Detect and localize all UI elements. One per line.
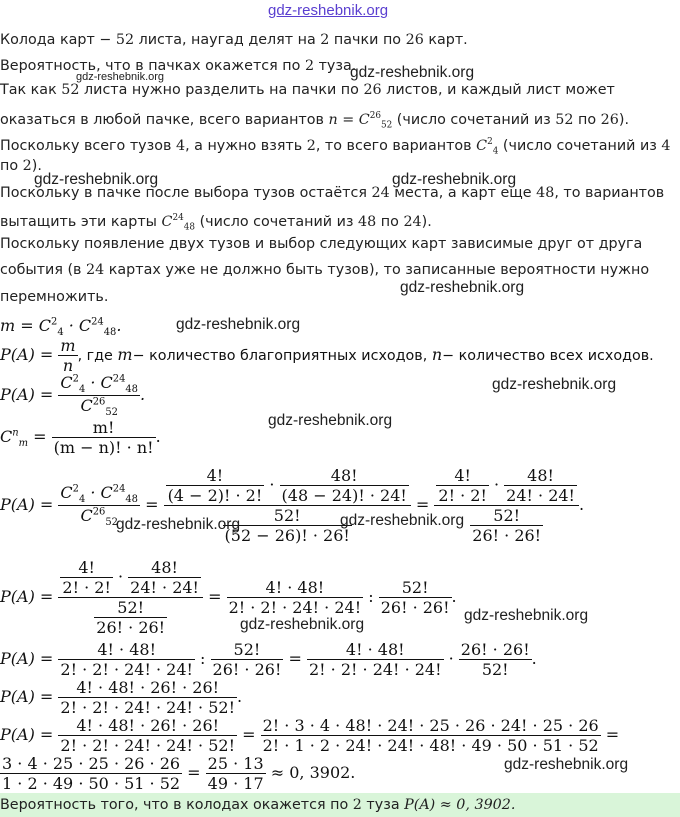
numerator <box>58 373 140 396</box>
denominator: n <box>62 356 74 375</box>
number: 26 <box>600 111 619 128</box>
sup: n <box>12 427 19 439</box>
sup: 24 <box>112 483 126 495</box>
fraction <box>459 640 532 679</box>
watermark: gdz-reshebnik.org <box>34 171 159 188</box>
eq-part: ≈ 0, 3902. <box>265 763 356 782</box>
eq-part: m = C <box>0 316 51 335</box>
text: туза <box>361 797 405 813</box>
numerator: 4! · 48! · 26! · 26! <box>58 716 237 736</box>
watermark: gdz-reshebnik.org <box>176 316 301 333</box>
text: перемножить. <box>0 289 109 305</box>
fraction <box>307 640 444 679</box>
fraction <box>94 598 167 637</box>
text: (число сочетаний из <box>498 137 662 154</box>
number: 48 <box>536 185 555 201</box>
denominator: 2! · 2! <box>438 486 487 505</box>
numerator: 4! <box>166 466 265 486</box>
c: C <box>80 506 93 525</box>
denominator: 2! · 2! <box>62 578 111 597</box>
watermark: gdz-reshebnik.org <box>268 412 393 429</box>
numerator: 4! · 48! <box>227 578 364 598</box>
sub: 48 <box>125 494 138 505</box>
fraction <box>58 336 77 375</box>
formula-m <box>0 316 121 338</box>
numerator: 2! · 3 · 4 · 48! · 24! · 25 · 26 · 24! · 25 · 26 <box>262 716 599 735</box>
sub: 48 <box>103 327 117 339</box>
number: 4 <box>661 137 671 154</box>
denominator: 2! · 2! · 24! · 24! <box>308 660 442 679</box>
eq-part: · <box>443 649 459 668</box>
text: Вероятность, что в пачках окажется по <box>0 58 305 74</box>
fraction <box>52 418 156 457</box>
sup: 24 <box>172 213 184 223</box>
number: 52 <box>61 82 80 98</box>
text: события (в <box>0 262 87 278</box>
numerator: 48! <box>128 558 201 578</box>
formula-big-5 <box>0 716 619 755</box>
numerator: $\frac{4!}{2! \cdot 2!}$ · $\frac{48!}{24! \cdot 24!}$ <box>434 466 579 506</box>
eq-part: : <box>363 587 379 606</box>
numerator: 52! <box>211 640 284 660</box>
formula-pa-definition <box>0 336 654 375</box>
denominator: (m − n)! · n! <box>53 438 154 457</box>
number: 2 <box>22 158 32 174</box>
sup: 2 <box>72 373 79 385</box>
formula: n = C <box>328 111 370 128</box>
numerator: 48! <box>504 466 577 486</box>
denominator: 2! · 2! · 24! · 24! · 52! <box>60 736 236 755</box>
sup: 26 <box>92 506 106 518</box>
text: листов, и каждый лист может <box>381 82 615 98</box>
denominator: 2! · 2! · 24! · 24! · 52! <box>60 698 236 717</box>
watermark: gdz-reshebnik.org <box>492 376 617 393</box>
numerator: 52! <box>379 578 452 598</box>
number: 24 <box>403 213 422 230</box>
numerator: 52! <box>223 506 352 526</box>
fraction <box>60 558 112 597</box>
eq-part: P(A) = <box>0 649 59 668</box>
final-answer-bar <box>0 793 680 817</box>
paragraph-dependent-line1 <box>0 234 642 254</box>
text: Поскольку в пачке после выбора тузов остаётся <box>0 185 372 201</box>
fraction <box>58 640 195 679</box>
fraction <box>58 678 237 717</box>
eq-part: P(A) = <box>0 725 59 744</box>
paragraph-deck <box>0 30 468 50</box>
denominator: 26! · 26! <box>380 598 450 617</box>
fraction <box>58 558 203 637</box>
sup: 26 <box>92 396 106 408</box>
number: 4 <box>175 137 186 154</box>
numerator: 26! · 26! <box>460 640 530 659</box>
numerator: m! <box>52 418 156 438</box>
numerator: 4! <box>436 466 488 486</box>
numerator <box>58 483 140 506</box>
paragraph-question <box>0 56 356 76</box>
eq-part: = <box>202 587 227 606</box>
watermark: gdz-reshebnik.org <box>240 616 365 633</box>
c: · C <box>85 373 113 392</box>
denominator: (48 − 24)! · 24! <box>281 486 407 505</box>
denominator <box>58 598 203 637</box>
eq-part: . <box>139 385 146 405</box>
text: листа нужно разделить на пачки по <box>79 82 364 98</box>
paragraph-dependent-line2 <box>0 260 649 280</box>
text: ). <box>618 111 629 128</box>
numerator: $\frac{4!}{(4 - 2)! \cdot 2!}$ · $\frac{48!}{(48 - 24)! \cdot 24!}$ <box>164 466 411 506</box>
eq-part: . <box>578 495 585 514</box>
var: n <box>431 345 443 364</box>
text: ). <box>31 158 42 174</box>
text: вытащить эти карты <box>0 213 162 230</box>
number: 52 <box>115 32 135 48</box>
sup: 2 <box>51 316 58 328</box>
denominator: 24! · 24! <box>506 486 575 505</box>
text: по <box>0 158 23 174</box>
numerator: 48! <box>280 466 409 486</box>
numerator: $\frac{4!}{2! \cdot 2!}$ · $\frac{48!}{24! \cdot 24!}$ <box>58 558 203 598</box>
text: оказаться в любой пачке, всего вариантов <box>0 111 329 128</box>
text: ). <box>421 213 432 230</box>
denominator: 52! <box>481 660 509 679</box>
text: Поскольку появление двух тузов и выбор следующих карт зависимые друг от друга <box>0 236 643 252</box>
denominator: 1 · 2 · 49 · 50 · 51 · 52 <box>2 774 181 793</box>
paragraph-aces-line1 <box>0 132 671 162</box>
fraction <box>128 558 201 597</box>
formula: C <box>161 213 173 230</box>
fraction <box>58 716 237 755</box>
text: Колода карт − <box>0 32 116 48</box>
watermark: gdz-reshebnik.org <box>116 516 241 533</box>
text: (число сочетаний из <box>195 213 359 230</box>
header-watermark-link[interactable]: gdz-reshebnik.org <box>268 2 389 19</box>
formula-big-2 <box>0 558 457 637</box>
fraction <box>379 578 452 617</box>
fraction <box>0 754 182 793</box>
fraction <box>261 716 601 755</box>
text: − количество благоприятных исходов, <box>132 348 432 364</box>
var: m <box>117 345 133 364</box>
denominator: 49 · 17 <box>207 774 264 793</box>
text: по <box>376 213 404 230</box>
sub: 4 <box>492 146 499 157</box>
c: C <box>80 396 93 416</box>
eq-part: P(A) = <box>0 345 59 364</box>
denominator: 2! · 1 · 2 · 24! · 24! · 48! · 49 · 50 · 51 · 52 <box>262 736 599 755</box>
fraction <box>166 466 265 505</box>
fraction <box>58 373 140 418</box>
text: Вероятность того, что в колодах окажется по <box>0 797 353 813</box>
text: , а нужно взять <box>185 137 307 154</box>
sup: 24 <box>112 373 126 385</box>
text: , то вариантов <box>554 185 665 201</box>
number: 52 <box>555 111 574 128</box>
formula-big-6 <box>0 754 355 793</box>
sup: 2 <box>487 137 493 147</box>
eq-part: = <box>237 725 261 744</box>
final-answer <box>0 795 515 815</box>
number: 26 <box>363 82 382 98</box>
c: C <box>0 427 13 446</box>
denominator: (52 − 26)! · 26! <box>224 526 350 545</box>
denominator: 2! · 2! · 24! · 24! <box>228 598 362 617</box>
number: 2 <box>352 797 362 813</box>
sup: 26 <box>369 111 381 121</box>
sub: 4 <box>57 327 64 339</box>
number: 24 <box>86 262 105 278</box>
formula-combination <box>0 418 161 457</box>
eq-part: · C <box>63 316 92 335</box>
eq-part: P(A) = <box>0 495 59 514</box>
fraction <box>436 466 488 505</box>
text: Поскольку всего тузов <box>0 137 176 154</box>
formula-big-3 <box>0 640 537 679</box>
sub: 52 <box>105 517 118 529</box>
eq-part: P(A) = <box>0 687 59 706</box>
formula-big-4 <box>0 678 242 717</box>
fraction <box>206 754 266 793</box>
c: C <box>60 373 73 392</box>
text: листа, наугад делят на <box>134 32 321 48</box>
number: 2 <box>306 137 316 154</box>
eq-part: P(A) = <box>0 385 59 405</box>
sub: 48 <box>183 222 196 233</box>
denominator: 26! · 26! <box>212 660 282 679</box>
denominator: 26! · 26! <box>472 526 542 545</box>
eq-part: = <box>600 725 620 744</box>
number: 2 <box>320 32 330 48</box>
eq-part: = <box>283 649 307 668</box>
text: Так как <box>0 82 62 98</box>
sub: m <box>18 438 29 450</box>
text: картах уже не должно быть тузов), то записанные вероятности нужно <box>104 262 650 278</box>
numerator: m <box>60 336 76 355</box>
denominator <box>58 396 140 418</box>
text: , где <box>77 348 118 364</box>
fraction <box>211 640 284 679</box>
eq-part: . <box>531 649 537 668</box>
denominator: 26! · 26! <box>96 618 166 637</box>
number: 48 <box>358 213 377 230</box>
sub: 52 <box>380 120 393 131</box>
text: карт. <box>423 32 468 48</box>
formula: P(A) ≈ 0, 3902. <box>404 797 516 813</box>
sup: 24 <box>91 316 104 328</box>
text: туза. <box>314 58 357 74</box>
denominator: 24! · 24! <box>130 578 199 597</box>
fraction <box>227 578 364 617</box>
sub: 52 <box>105 407 118 419</box>
eq-part: = <box>182 763 206 782</box>
eq-part: P(A) = <box>0 587 59 606</box>
formula: C <box>476 137 488 154</box>
c: · C <box>85 482 113 502</box>
paragraph-dependent-line3 <box>0 287 108 307</box>
watermark: gdz-reshebnik.org <box>392 171 517 188</box>
text: − количество всех исходов. <box>442 348 654 364</box>
numerator: 4! · 48! <box>58 640 195 660</box>
c: C <box>60 482 73 502</box>
eq-part: = <box>139 495 164 514</box>
numerator: 52! <box>94 598 167 618</box>
fraction <box>223 506 352 545</box>
sub: 4 <box>78 384 86 396</box>
number: 24 <box>371 185 390 201</box>
number: 2 <box>304 58 315 74</box>
paragraph-total-line1 <box>0 80 615 100</box>
eq-part: = <box>410 495 435 514</box>
denominator: (4 − 2)! · 2! <box>167 486 263 505</box>
text: (число сочетаний из <box>392 111 556 128</box>
fraction <box>470 506 543 545</box>
sub: 4 <box>78 494 86 505</box>
watermark: gdz-reshebnik.org <box>400 279 525 296</box>
fraction <box>434 466 579 545</box>
sup: 2 <box>72 483 79 495</box>
numerator: 4! · 48! · 26! · 26! <box>58 678 237 698</box>
sub: 48 <box>125 384 138 396</box>
eq-part: . <box>116 316 122 335</box>
watermark: gdz-reshebnik.org <box>350 64 475 81</box>
numerator: 4! <box>60 558 112 578</box>
watermark: gdz-reshebnik.org <box>340 512 465 529</box>
eq-part: : <box>194 649 211 668</box>
numerator: 3 · 4 · 25 · 25 · 26 · 26 <box>2 754 181 773</box>
numerator: 4! · 48! <box>307 640 444 660</box>
eq-part: . <box>155 427 161 446</box>
watermark: gdz-reshebnik.org <box>76 71 165 83</box>
watermark: gdz-reshebnik.org <box>504 756 629 773</box>
denominator: 2! · 2! · 24! · 24! <box>60 660 193 679</box>
eq-part: = <box>28 427 52 446</box>
eq-part: . <box>451 587 457 606</box>
text: места, а карт еще <box>389 185 537 201</box>
watermark: gdz-reshebnik.org <box>464 607 589 624</box>
eq-part: . <box>237 687 243 706</box>
text: , то всего вариантов <box>315 137 477 154</box>
numerator: 52! <box>470 506 543 526</box>
text: пачки по <box>329 32 406 48</box>
formula-big-1 <box>0 466 584 545</box>
text: по <box>573 111 601 128</box>
fraction <box>280 466 409 505</box>
formula-pa-combinations <box>0 373 145 418</box>
fraction <box>504 466 577 505</box>
numerator: 25 · 13 <box>207 754 264 773</box>
number: 26 <box>405 32 424 48</box>
